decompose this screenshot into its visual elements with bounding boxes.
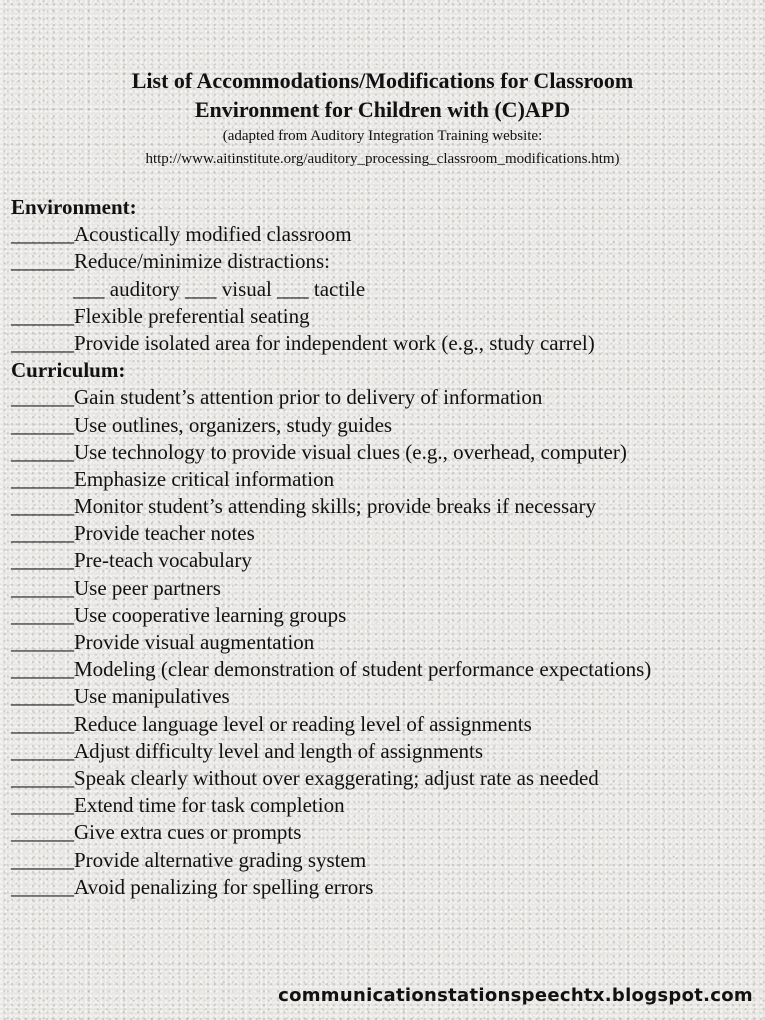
document-title-line-1: List of Accommodations/Modifications for Classroom [131, 68, 634, 93]
list-item: ______Provide teacher notes [11, 521, 255, 546]
document-header [0, 66, 765, 170]
list-item: ______Emphasize critical information [11, 466, 335, 491]
list-item: ______Avoid penalizing for spelling errors [11, 874, 374, 899]
list-item: ______Monitor student’s attending skills; provide breaks if necessary [11, 494, 596, 519]
list-item: ______Reduce/minimize distractions: [11, 249, 331, 274]
accommodations-list [11, 194, 761, 901]
list-item: ______Give extra cues or prompts [11, 820, 302, 845]
list-item: ______Provide alternative grading system [11, 847, 367, 872]
list-item: ______Reduce language level or reading level of assignments [11, 711, 532, 736]
section-heading-curriculum: Curriculum: [11, 358, 126, 383]
list-item: ______Modeling (clear demonstration of student performance expectations) [11, 657, 652, 682]
blog-watermark: communicationstationspeechtx.blogspot.com [278, 985, 753, 1006]
document-title-line-2: Environment for Children with (C)APD [194, 97, 571, 122]
list-item: ______Use manipulatives [11, 684, 230, 709]
list-item: ______Pre-teach vocabulary [11, 548, 252, 573]
list-item: ______Acoustically modified classroom [11, 222, 352, 247]
list-item: ______Speak clearly without over exaggerating; adjust rate as needed [11, 765, 599, 790]
list-item: ______Gain student’s attention prior to delivery of information [11, 385, 543, 410]
list-item: ______Use peer partners [11, 575, 221, 600]
section-heading-environment: Environment: [11, 195, 137, 219]
list-item: ______Flexible preferential seating [11, 303, 310, 328]
list-item: ______Provide isolated area for independent work (e.g., study carrel) [11, 330, 595, 355]
list-item: ______Use outlines, organizers, study guides [11, 412, 393, 437]
source-note-line-1: (adapted from Auditory Integration Training website: [222, 128, 543, 144]
list-item: ______Provide visual augmentation [11, 630, 315, 654]
source-url-line: http://www.aitinstitute.org/auditory_processing_classroom_modifications.htm) [145, 151, 620, 167]
list-item: ______Use technology to provide visual clues (e.g., overhead, computer) [11, 439, 627, 464]
list-item: ______Use cooperative learning groups [11, 602, 347, 627]
list-item: ______Extend time for task completion [11, 793, 345, 818]
list-item: ______Adjust difficulty level and length of assignments [11, 738, 484, 763]
list-subitem: ___ auditory ___ visual ___ tactile [73, 276, 366, 301]
